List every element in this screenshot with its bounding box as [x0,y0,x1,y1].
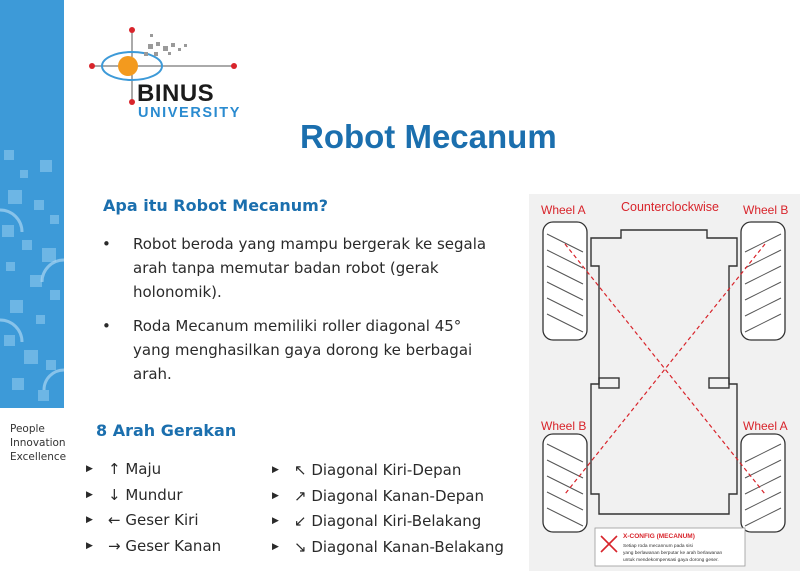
movement-label: ↖ Diagonal Kiri-Depan [294,461,462,479]
movement-label: ↗ Diagonal Kanan-Depan [294,486,484,505]
wheel-label: Wheel A [541,203,586,217]
tagline [10,422,66,464]
movement-label: ← Geser Kiri [108,511,199,529]
list-item [272,484,532,510]
mecanum-diagram [529,194,800,571]
section-heading-definition: Apa itu Robot Mecanum? [103,196,329,215]
triangle-bullet-icon: ▶ [272,516,279,526]
list-item [272,509,532,535]
section-heading-movements: 8 Arah Gerakan [96,421,237,440]
movement-label: ↑ Maju [108,460,162,478]
wheel-label: Wheel B [541,419,587,433]
movement-list-left [86,457,221,559]
list-item: • Robot beroda yang mampu bergerak ke segala arah tanpa memutar badan robot (gerak holonomik). [102,232,502,304]
list-item [86,457,221,483]
movement-label: ↓ Mundur [108,485,183,504]
diagram-title: Counterclockwise [621,200,719,214]
left-decor-strip [0,0,64,408]
list-item [272,458,532,484]
logo-subtitle: UNIVERSITY [138,105,242,121]
triangle-bullet-icon: ▶ [86,489,93,500]
triangle-bullet-icon: ▶ [86,464,93,474]
list-item [272,535,532,561]
definition-list [102,232,502,396]
tagline-line: Excellence [10,451,67,463]
note-text: Setiap roda mecannum pada sisi [623,544,693,549]
movement-label: ↘ Diagonal Kanan-Belakang [294,537,504,556]
triangle-bullet-icon: ▶ [86,540,93,551]
tagline-line: People [10,423,45,435]
list-item [86,508,221,534]
wheel-label: Wheel A [743,419,788,433]
logo-wordmark: BINUS [137,80,215,107]
wheel-label: Wheel B [743,203,789,217]
movement-label: → Geser Kanan [108,536,222,555]
note-text: yang berlawanan berputar ke arah berlawanan [623,551,723,556]
list-item [86,534,221,560]
tagline-line: Innovation [10,437,66,449]
movement-label: ↙ Diagonal Kiri-Belakang [294,512,482,530]
triangle-bullet-icon: ▶ [86,515,93,525]
list-item: • Roda Mecanum memiliki roller diagonal 45° yang menghasilkan gaya dorong ke berbagai arah. [102,314,502,386]
page-title: Robot Mecanum [300,118,557,155]
triangle-bullet-icon: ▶ [272,490,279,501]
triangle-bullet-icon: ▶ [272,541,279,552]
note-title: X-CONFIG (MECANUM) [623,533,695,540]
list-item [86,483,221,509]
movement-list-right [272,458,532,560]
triangle-bullet-icon: ▶ [272,465,279,475]
note-text: untuk mendekompensasi gaya dorong geser. [623,558,719,563]
